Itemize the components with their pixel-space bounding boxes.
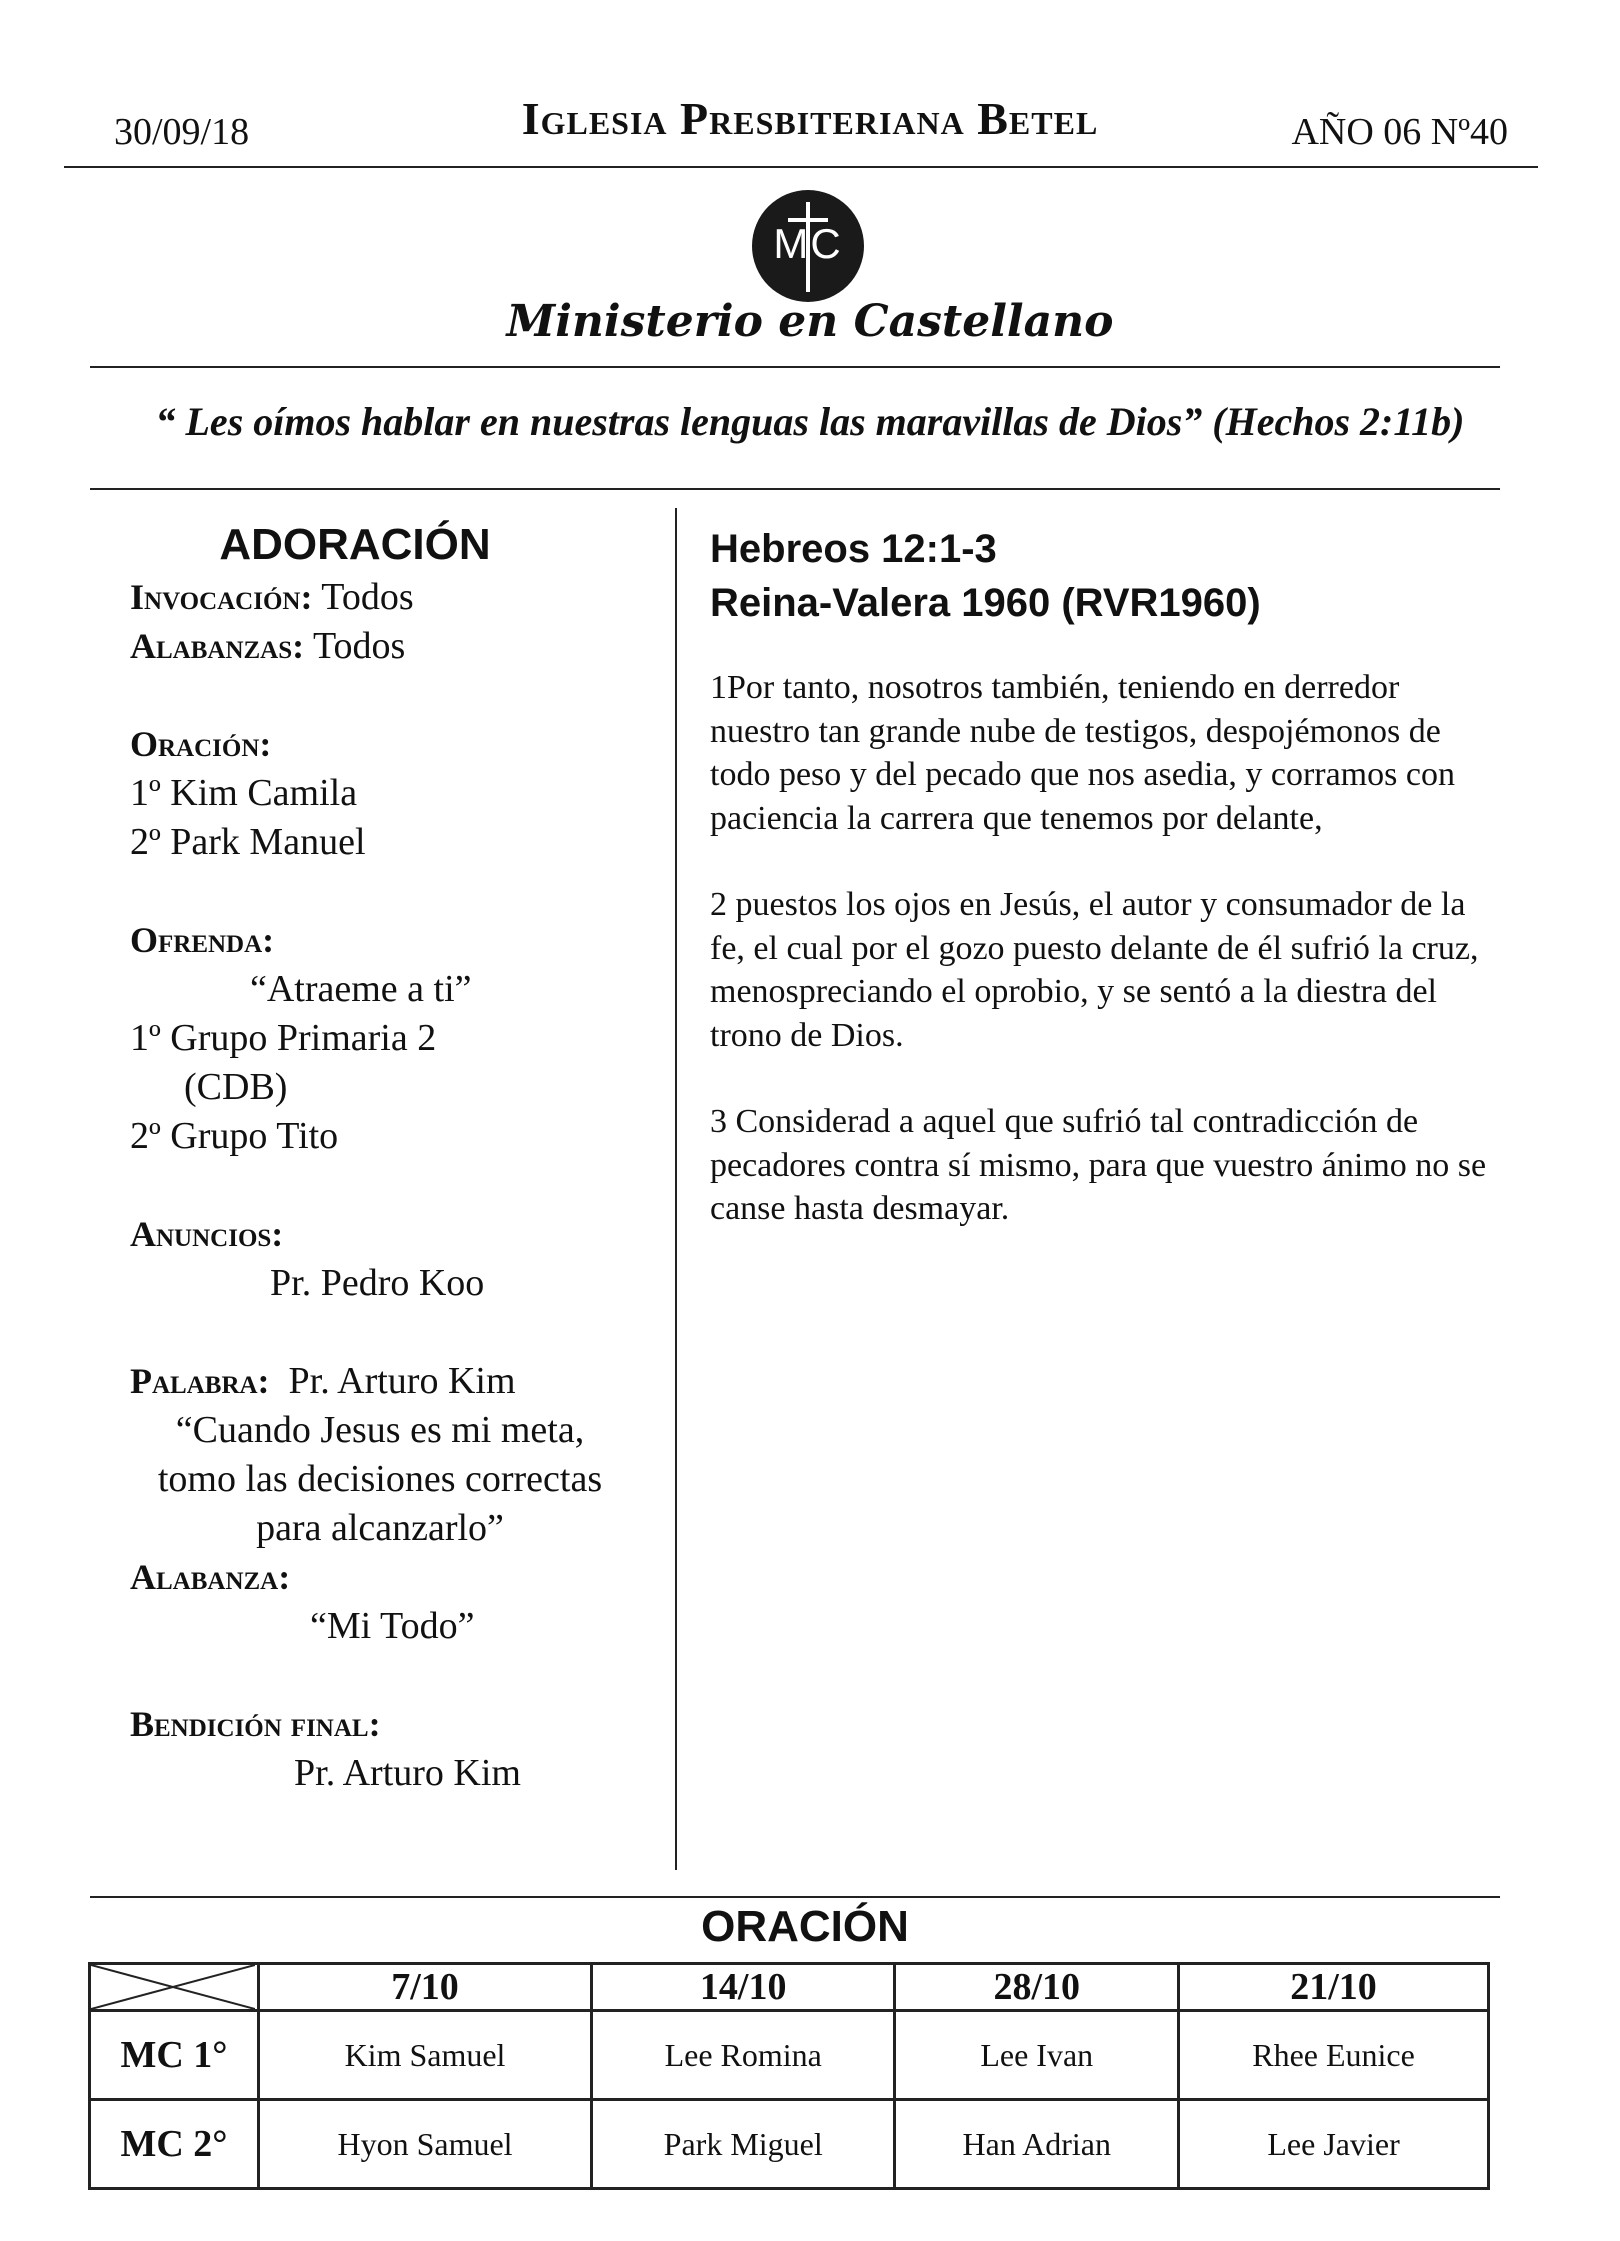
quote-top-rule [90, 366, 1500, 368]
quote-bottom-rule [90, 488, 1500, 490]
passage-text [710, 666, 1500, 1231]
table-corner-cell [90, 1964, 259, 2011]
ofrenda-1-sub: (CDB) [184, 1066, 288, 1108]
bendicion-label: Bendición final: [130, 1704, 381, 1744]
ministry-name: Ministerio en Castellano [506, 296, 1114, 347]
ofrenda-2: 2º Grupo Tito [130, 1115, 339, 1157]
sermon-title-1: “Cuando Jesus es mi meta, [175, 1409, 585, 1451]
mc-logo [752, 190, 864, 302]
table-row [90, 2011, 1489, 2100]
logo-initials: MC [773, 220, 843, 267]
oracion-2: 2º Park Manuel [130, 821, 366, 863]
row-label: MC 2° [90, 2100, 259, 2189]
alabanza-label: Alabanza: [130, 1557, 291, 1597]
oracion-1: 1º Kim Camila [130, 772, 358, 814]
verse-1: 1Por tanto, nosotros también, teniendo en derredor nuestro tan grande nube de testigos, despojémonos de todo peso y del pecado que nos asedia, y corramos con paciencia la carrera que tenemos por delante, [710, 669, 1455, 837]
ofrenda-label: Ofrenda: [130, 920, 275, 960]
date-header: 21/10 [1179, 1964, 1489, 2011]
column-divider [675, 508, 677, 1870]
church-name: Iglesia Presbiteriana Betel [521, 93, 1099, 144]
sermon-title-2: tomo las decisiones correctas [157, 1458, 603, 1500]
worship-title: ADORACIÓN [219, 520, 491, 569]
palabra-line [130, 1357, 670, 1406]
alabanzas-line [130, 622, 670, 671]
invocacion-label: Invocación: [130, 577, 313, 617]
invocacion-line [130, 573, 670, 622]
table-cell: Lee Romina [592, 2011, 895, 2100]
verse-2: 2 puestos los ojos en Jesús, el autor y consumador de la fe, el cual por el gozo puesto delante de él sufrió la cruz, menospreciando el oprobio, y se sentó a la diestra del trono de Dios. [710, 886, 1479, 1054]
date-header: 28/10 [895, 1964, 1179, 2011]
passage-reference: Hebreos 12:1-3 [710, 527, 997, 571]
bendicion-value: Pr. Arturo Kim [294, 1752, 521, 1794]
date-header: 14/10 [592, 1964, 895, 2011]
alabanzas-label: Alabanzas: [130, 626, 305, 666]
invocacion-value: Todos [321, 576, 414, 618]
table-cell: Park Miguel [592, 2100, 895, 2189]
table-cell: Kim Samuel [259, 2011, 592, 2100]
header-rule [64, 166, 1538, 168]
ofrenda-1: 1º Grupo Primaria 2 [130, 1017, 437, 1059]
schedule-top-rule [90, 1896, 1500, 1898]
bulletin-date: 30/09/18 [114, 111, 250, 153]
palabra-value: Pr. Arturo Kim [288, 1360, 516, 1402]
diagonal-cross-icon [91, 1965, 255, 2009]
table-cell: Lee Javier [1179, 2100, 1489, 2189]
bible-passage [710, 522, 1500, 1274]
date-header: 7/10 [259, 1964, 592, 2011]
prayer-schedule-title: ORACIÓN [701, 1902, 909, 1951]
worship-order [130, 520, 670, 1798]
table-cell: Rhee Eunice [1179, 2011, 1489, 2100]
sermon-title-3: para alcanzarlo” [256, 1507, 504, 1549]
oracion-label: Oración: [130, 724, 272, 764]
verse-3: 3 Considerad a aquel que sufrió tal contradicción de pecadores contra sí mismo, para que vuestro ánimo no se canse hasta desmayar. [710, 1103, 1487, 1227]
anuncios-value: Pr. Pedro Koo [270, 1262, 485, 1304]
row-label: MC 1° [90, 2011, 259, 2100]
table-cell: Lee Ivan [895, 2011, 1179, 2100]
ofrenda-song: “Atraeme a ti” [250, 968, 472, 1010]
scripture-quote: “ Les oímos hablar en nuestras lenguas las maravillas de Dios” (Hechos 2:11b) [155, 399, 1465, 444]
table-cell: Hyon Samuel [259, 2100, 592, 2189]
issue-number: AÑO 06 Nº40 [1291, 111, 1508, 153]
passage-version: Reina-Valera 1960 (RVR1960) [710, 581, 1261, 625]
table-row [90, 2100, 1489, 2189]
prayer-schedule-table [88, 1962, 1490, 2190]
anuncios-label: Anuncios: [130, 1214, 284, 1254]
table-header-row [90, 1964, 1489, 2011]
alabanza-song: “Mi Todo” [310, 1605, 475, 1647]
alabanzas-value: Todos [312, 625, 406, 667]
palabra-label: Palabra: [130, 1361, 270, 1401]
table-cell: Han Adrian [895, 2100, 1179, 2189]
